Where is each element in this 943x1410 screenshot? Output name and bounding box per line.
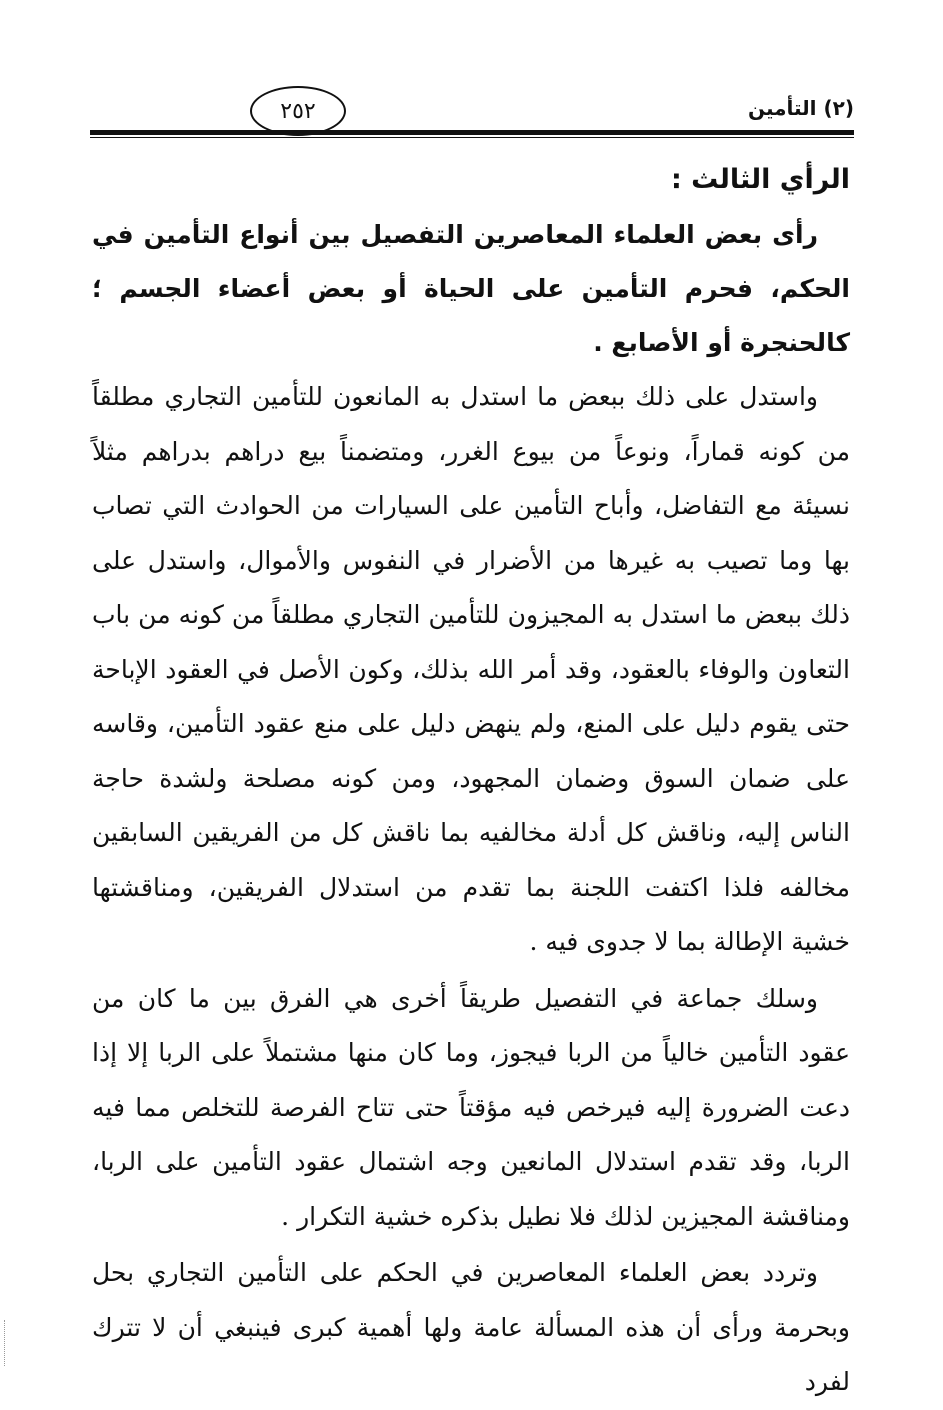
bold-paragraph: رأى بعض العلماء المعاصرين التفصيل بين أنواع التأمين في الحكم، فحرم التأمين على الحياة أو بعض أعضاء الجسم ؛ كالحنجرة أو الأصابع . <box>92 220 850 357</box>
page-body <box>92 152 850 1410</box>
paragraph-3: وتردد بعض العلماء المعاصرين في الحكم على التأمين التجاري بحل وبحرمة ورأى أن هذه المسألة عامة ولها أهمية كبرى فينبغي أن لا تترك لفرد <box>92 1258 850 1396</box>
paragraph-2: وسلك جماعة في التفصيل طريقاً أخرى هي الفرق بين ما كان من عقود التأمين خالياً من الربا فيجوز، وما كان منها مشتملاً على الربا إلا إذا دعت الضرورة إليه فيرخص فيه مؤقتاً حتى تتاح الفرصة للتخلص مما فيه الربا، وقد تقدم استدلال المانعين وجه اشتمال عقود التأمين على الربا، ومناقشة المجيزين لذلك فلا نطيل بذكره خشية التكرار . <box>92 983 850 1231</box>
page-number: ٢٥٢ <box>250 86 346 136</box>
paragraph-1: واستدل على ذلك ببعض ما استدل به المانعون للتأمين التجاري مطلقاً من كونه قماراً، ونوعاً من بيوع الغرر، ومتضمناً بيع دراهم بدراهم مثلاً نسيئة مع التفاضل، وأباح التأمين على السيارات من الحوادث التي تصاب بها وما تصيب به غيرها من الأضرار في النفوس والأموال، واستدل على ذلك ببعض ما استدل به المجيزون للتأمين التجاري مطلقاً من كونه من باب التعاون والوفاء بالعقود، وقد أمر الله بذلك، وكون الأصل في العقود الإباحة حتى يقوم دليل على المنع، ولم ينهض دليل على منع عقود التأمين، وقاسه على ضمان السوق وضمان المجهود، ومن كونه مصلحة ولشدة حاجة الناس إليه، وناقش كل أدلة مخالفيه بما ناقش كل من الفريقين السابقين مخالفه فلذا اكتفت اللجنة بما تقدم من استدلال الفريقين، ومناقشتها خشية الإطالة بما لا جدوى فيه . <box>92 382 850 956</box>
scan-margin-marks <box>4 1320 7 1366</box>
header-rule-thick <box>90 130 854 135</box>
header-rule-thin <box>90 137 854 138</box>
page-header <box>90 70 854 150</box>
section-heading: الرأي الثالث : <box>670 164 850 195</box>
running-title: (٢) التأمين <box>747 96 854 120</box>
